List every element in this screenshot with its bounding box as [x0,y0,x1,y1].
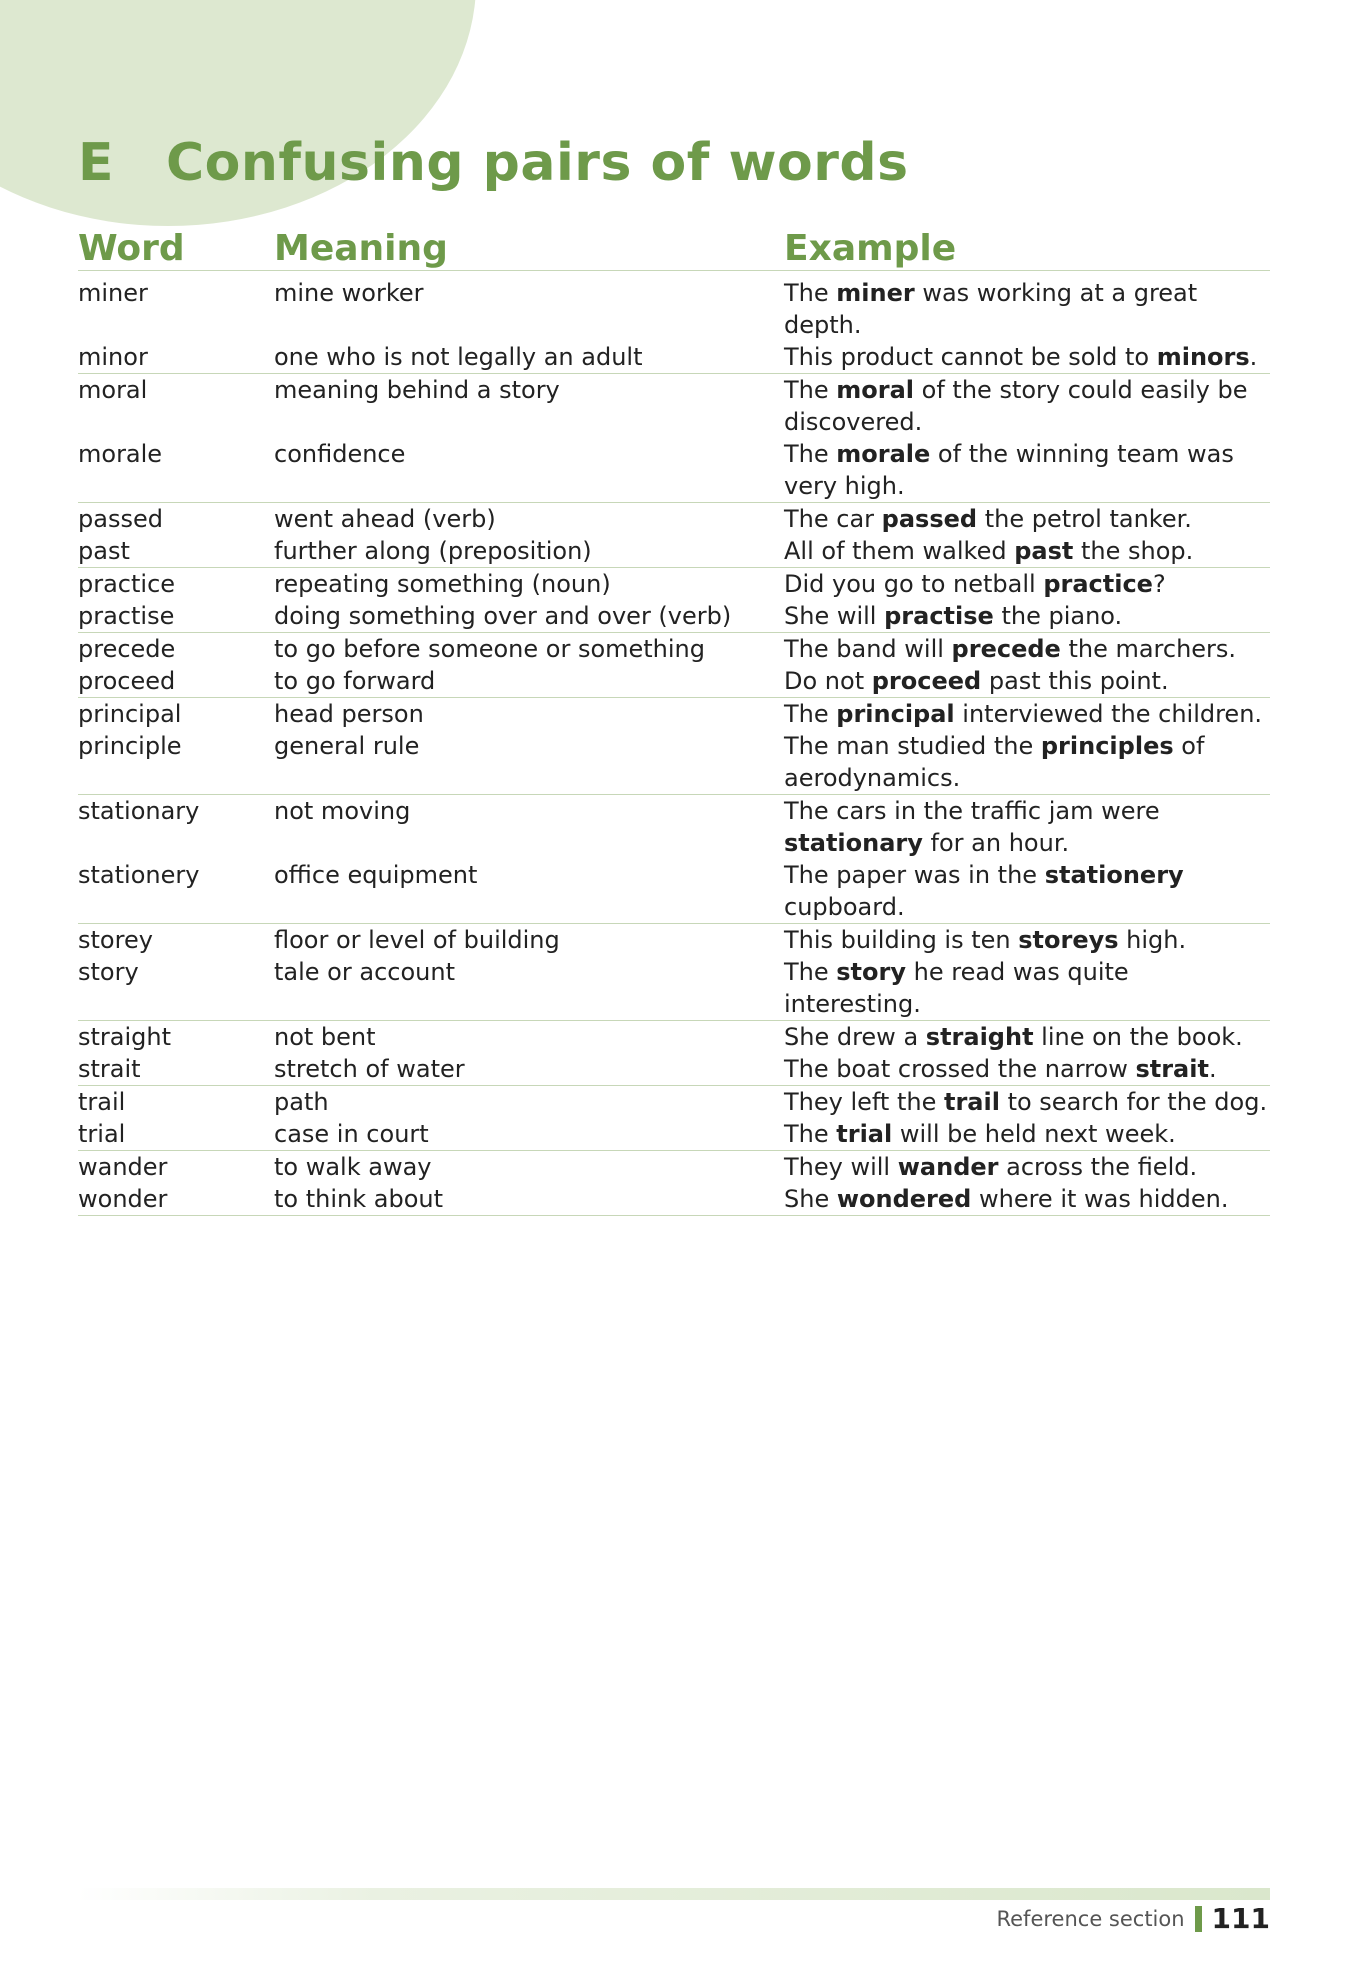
example-text: to search for the dog. [999,1088,1268,1116]
section-letter: E [78,133,115,193]
example-cell [784,503,1270,535]
meaning-cell: meaning behind a story [274,376,560,404]
word-cell: trail [78,1088,126,1116]
example-text: will be held next week. [892,1120,1176,1148]
table-row [78,600,1270,632]
example-keyword: straight [925,1023,1034,1051]
word-pair-group [78,1151,1270,1216]
word-cell: strait [78,1055,141,1083]
example-text: The car [784,505,882,533]
table-row [78,633,1270,665]
example-text: of aerodynamics. [784,732,1205,792]
table-row [78,1151,1270,1183]
example-text: was working at a great depth. [784,279,1198,339]
meaning-cell: to think about [274,1185,443,1213]
example-cell [784,924,1270,956]
table-row [78,924,1270,956]
example-keyword: principles [1040,732,1174,760]
page-footer [996,1902,1270,1935]
example-cell [784,438,1270,502]
table-row [78,1118,1270,1150]
example-keyword: stationary [784,829,923,857]
example-text: The [784,1120,837,1148]
footer-rule [78,1888,1270,1900]
example-text: The cars in the traffic jam were [784,797,1160,825]
example-text: high. [1118,926,1187,954]
example-cell [784,1021,1270,1053]
meaning-cell: to walk away [274,1153,432,1181]
meaning-cell: one who is not legally an adult [274,343,643,371]
example-keyword: practice [1043,570,1153,598]
example-cell [784,698,1270,730]
meaning-cell: confidence [274,440,406,468]
example-cell [784,730,1270,794]
meaning-cell: to go forward [274,667,436,695]
example-keyword: principal [836,700,955,728]
example-text: of the winning team was very high. [784,440,1234,500]
example-text: line on the book. [1033,1023,1243,1051]
example-keyword: wander [897,1153,999,1181]
meaning-cell: tale or account [274,958,455,986]
example-text: for an hour. [922,829,1070,857]
meaning-cell: doing something over and over (verb) [274,602,732,630]
example-cell [784,1183,1270,1215]
meaning-cell: further along (preposition) [274,537,592,565]
example-keyword: stationery [1044,861,1184,889]
example-keyword: trail [943,1088,1000,1116]
meaning-cell: not moving [274,797,411,825]
example-keyword: wondered [836,1185,972,1213]
word-cell: trial [78,1120,126,1148]
example-text: The [784,376,837,404]
example-keyword: trial [836,1120,893,1148]
table-row [78,956,1270,1020]
word-cell: principal [78,700,182,728]
word-cell: morale [78,440,163,468]
example-cell [784,568,1270,600]
example-text: the marchers. [1060,635,1237,663]
example-cell [784,277,1270,341]
example-keyword: morale [836,440,931,468]
word-cell: wonder [78,1185,168,1213]
example-text: She will [784,602,885,630]
word-cell: past [78,537,130,565]
example-cell [784,859,1270,923]
table-row [78,277,1270,341]
table-row [78,859,1270,923]
example-text: The man studied the [784,732,1041,760]
word-cell: storey [78,926,153,954]
section-title: Confusing pairs of words [166,133,909,193]
word-pair-group [78,1021,1270,1086]
table-row [78,374,1270,438]
example-text: the piano. [993,602,1123,630]
table-row [78,1086,1270,1118]
example-text: he read was quite interesting. [784,958,1129,1018]
example-cell [784,535,1270,567]
meaning-cell: case in court [274,1120,429,1148]
example-cell [784,374,1270,438]
footer-separator [1195,1906,1202,1932]
meaning-cell: to go before someone or something [274,635,706,663]
example-text: The boat crossed the narrow [784,1055,1136,1083]
meaning-cell: office equipment [274,861,478,889]
example-text: Did you go to netball [784,570,1044,598]
word-pair-group [78,1086,1270,1151]
column-header-meaning: Meaning [274,228,448,269]
column-headers [78,226,1270,271]
example-keyword: proceed [871,667,982,695]
example-keyword: precede [951,635,1061,663]
word-cell: story [78,958,139,986]
example-keyword: storeys [1018,926,1119,954]
example-keyword: moral [836,376,915,404]
example-cell [784,665,1270,697]
word-cell: stationary [78,797,200,825]
meaning-cell: floor or level of building [274,926,560,954]
example-keyword: minors [1156,343,1250,371]
example-cell [784,600,1270,632]
table-row [78,730,1270,794]
table-row [78,1183,1270,1215]
example-text: across the field. [998,1153,1198,1181]
word-pair-group [78,795,1270,924]
word-cell: precede [78,635,176,663]
word-cell: wander [78,1153,168,1181]
word-pair-group [78,698,1270,795]
word-pair-group [78,633,1270,698]
example-text: the shop. [1073,537,1194,565]
table-row [78,1053,1270,1085]
example-keyword: passed [881,505,978,533]
table-row [78,665,1270,697]
example-text: This product cannot be sold to [784,343,1157,371]
example-text: . [1249,343,1258,371]
example-cell [784,1118,1270,1150]
meaning-cell: repeating something (noun) [274,570,611,598]
example-text: ? [1152,570,1166,598]
word-cell: moral [78,376,148,404]
example-text: the petrol tanker. [977,505,1192,533]
example-cell [784,1086,1270,1118]
word-cell: minor [78,343,148,371]
example-text: . [1208,1055,1217,1083]
meaning-cell: mine worker [274,279,424,307]
example-text: past this point. [981,667,1169,695]
table-row [78,503,1270,535]
example-text: The band will [784,635,952,663]
table-row [78,438,1270,502]
example-text: The [784,700,837,728]
word-cell: miner [78,279,148,307]
table-row [78,535,1270,567]
word-cell: passed [78,505,163,533]
meaning-cell: went ahead (verb) [274,505,496,533]
example-keyword: story [836,958,906,986]
example-cell [784,1053,1270,1085]
page-number: 111 [1211,1902,1270,1935]
word-pair-group [78,568,1270,633]
page-title [78,128,909,198]
word-pair-group [78,503,1270,568]
example-cell [784,956,1270,1020]
example-keyword: practise [884,602,994,630]
example-text: She drew a [784,1023,926,1051]
word-cell: practise [78,602,175,630]
example-cell [784,795,1270,859]
word-cell: straight [78,1023,172,1051]
example-cell [784,341,1270,373]
meaning-cell: head person [274,700,424,728]
example-text: They will [784,1153,898,1181]
example-text: They left the [784,1088,944,1116]
word-cell: practice [78,570,176,598]
word-pair-group [78,277,1270,374]
word-cell: proceed [78,667,176,695]
footer-label: Reference section [996,1906,1185,1931]
example-text: of the story could easily be discovered. [784,376,1248,436]
table-row [78,341,1270,373]
table-row [78,795,1270,859]
example-keyword: past [1014,537,1074,565]
example-text: The [784,279,837,307]
example-text: where it was hidden. [971,1185,1229,1213]
example-keyword: miner [836,279,915,307]
word-pairs-table [78,277,1270,1216]
column-header-example: Example [784,228,957,269]
example-text: The paper was in the [784,861,1045,889]
table-row [78,698,1270,730]
word-cell: principle [78,732,182,760]
example-cell [784,1151,1270,1183]
meaning-cell: general rule [274,732,420,760]
example-keyword: strait [1135,1055,1209,1083]
table-row [78,1021,1270,1053]
example-text: interviewed the children. [954,700,1263,728]
word-pair-group [78,924,1270,1021]
word-pair-group [78,374,1270,503]
example-text: This building is ten [784,926,1019,954]
meaning-cell: not bent [274,1023,376,1051]
column-header-word: Word [78,228,185,269]
table-row [78,568,1270,600]
example-text: All of them walked [784,537,1015,565]
meaning-cell: path [274,1088,329,1116]
meaning-cell: stretch of water [274,1055,465,1083]
example-text: She [784,1185,837,1213]
example-cell [784,633,1270,665]
example-text: The [784,958,837,986]
word-cell: stationery [78,861,200,889]
example-text: Do not [784,667,872,695]
example-text: cupboard. [784,893,905,921]
example-text: The [784,440,837,468]
